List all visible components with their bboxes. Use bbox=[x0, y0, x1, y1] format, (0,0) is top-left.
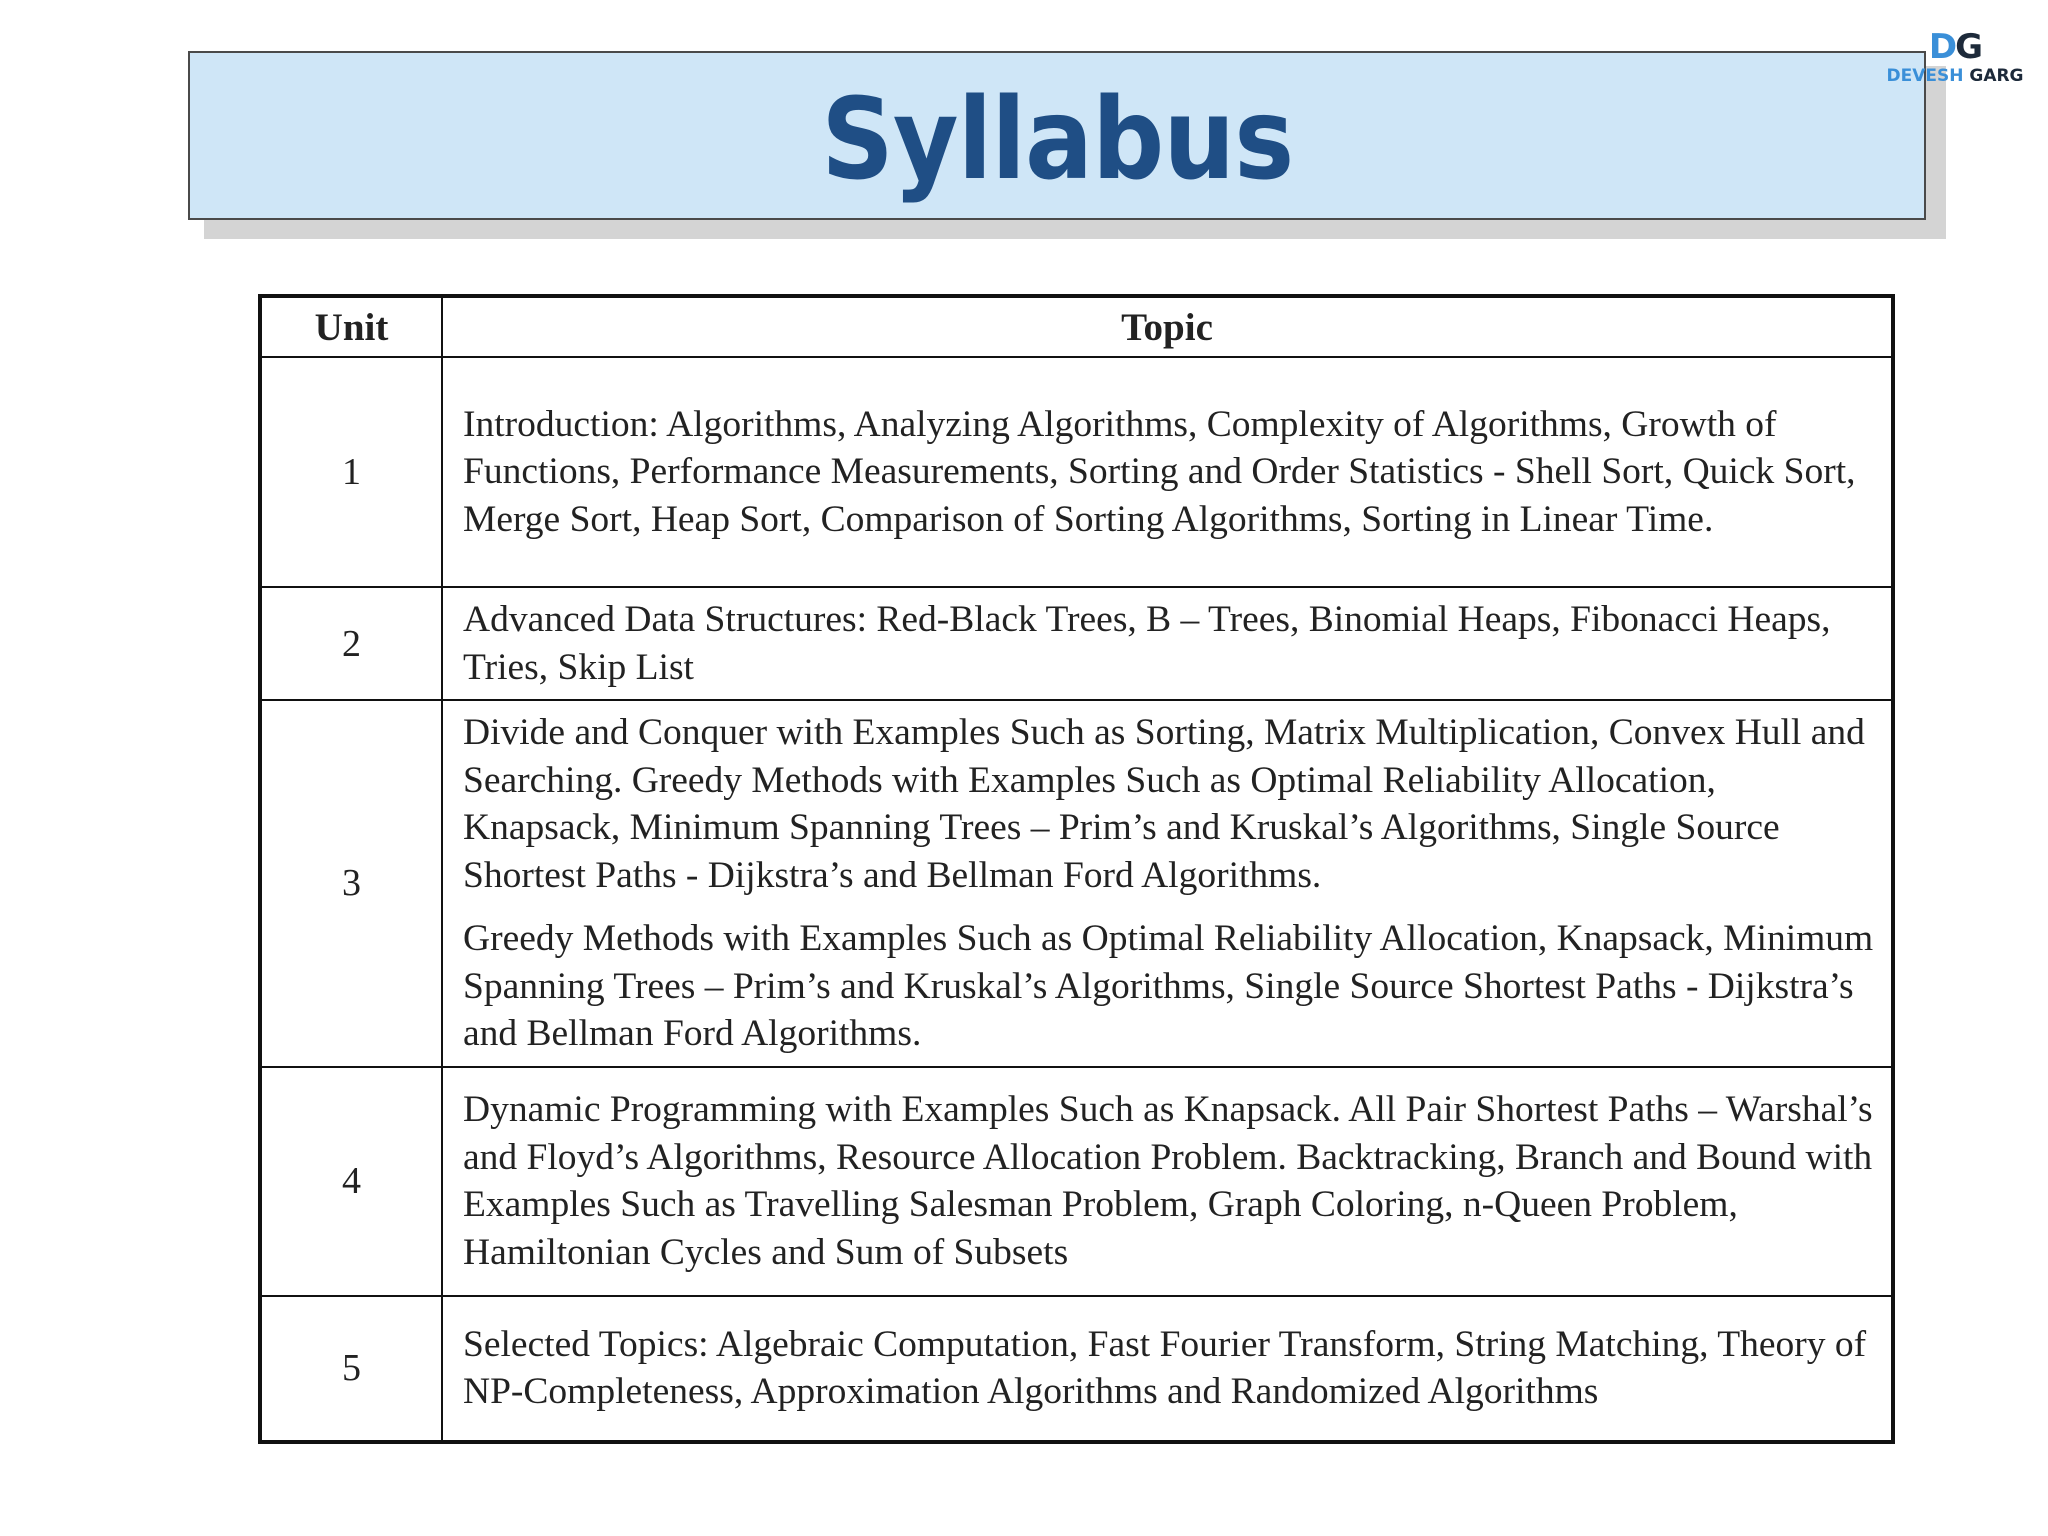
title-banner bbox=[188, 51, 1926, 220]
topic-cell bbox=[442, 1067, 1893, 1296]
unit-number: 2 bbox=[260, 587, 442, 700]
syllabus-table bbox=[258, 294, 1895, 1444]
topic-cell bbox=[442, 357, 1893, 587]
table-header-row bbox=[260, 296, 1893, 357]
topic-text: Advanced Data Structures: Red-Black Trees, B – Trees, Binomial Heaps, Fibonacci Heaps, Tries, Skip List bbox=[463, 599, 1831, 688]
topic-text: Introduction: Algorithms, Analyzing Algorithms, Complexity of Algorithms, Growth of Functions, Performance Measurements, Sorting and Order Statistics - Shell Sort, Quick Sort, Merge Sort, Heap Sort, Comparison of Sorting Algorithms, Sorting in Linear Time. bbox=[463, 403, 1856, 540]
topic-text: Dynamic Programming with Examples Such as Knapsack. All Pair Shortest Paths – Warshal’s and Floyd’s Algorithms, Resource Allocation Problem. Backtracking, Branch and Bound with Examples Such as Travelling Salesman Problem, Graph Coloring, n-Queen Problem, Hamiltonian Cycles and Sum of Subsets bbox=[463, 1089, 1873, 1273]
table-row bbox=[260, 1067, 1893, 1296]
table-row bbox=[260, 700, 1893, 1067]
topic-text: Divide and Conquer with Examples Such as Sorting, Matrix Multiplication, Convex Hull and Searching. Greedy Methods with Examples Such as Optimal Reliability Allocation, Knapsack, Minimum Spanning Trees – Prim’s and Kruskal’s Algorithms, Single Source Shortest Paths - Dijkstra’s and Bellman Ford Algorithms. bbox=[463, 712, 1865, 896]
header-unit: Unit bbox=[260, 296, 442, 357]
table-body bbox=[260, 357, 1893, 1442]
unit-number: 3 bbox=[260, 700, 442, 1067]
logo-name: DEVESH GARG bbox=[1886, 66, 2024, 86]
header-topic: Topic bbox=[442, 296, 1893, 357]
topic-text: Selected Topics: Algebraic Computation, Fast Fourier Transform, String Matching, Theory of NP-Completeness, Approximation Algorithms and Randomized Algorithms bbox=[463, 1323, 1867, 1412]
unit-number: 1 bbox=[260, 357, 442, 587]
unit-number: 4 bbox=[260, 1067, 442, 1296]
topic-cell bbox=[442, 1296, 1893, 1442]
logo-mark-icon: DG bbox=[1928, 27, 1982, 67]
unit-number: 5 bbox=[260, 1296, 442, 1442]
table-row bbox=[260, 1296, 1893, 1442]
brand-logo bbox=[1880, 28, 2030, 98]
topic-cell bbox=[442, 700, 1893, 1067]
topic-text: Greedy Methods with Examples Such as Optimal Reliability Allocation, Knapsack, Minimum Spanning Trees – Prim’s and Kruskal’s Algorithms, Single Source Shortest Paths - Dijkstra’s and Bellman Ford Algorithms. bbox=[463, 918, 1874, 1054]
table-row bbox=[260, 587, 1893, 700]
topic-cell bbox=[442, 587, 1893, 700]
page-title: Syllabus bbox=[820, 74, 1294, 205]
table-row bbox=[260, 357, 1893, 587]
